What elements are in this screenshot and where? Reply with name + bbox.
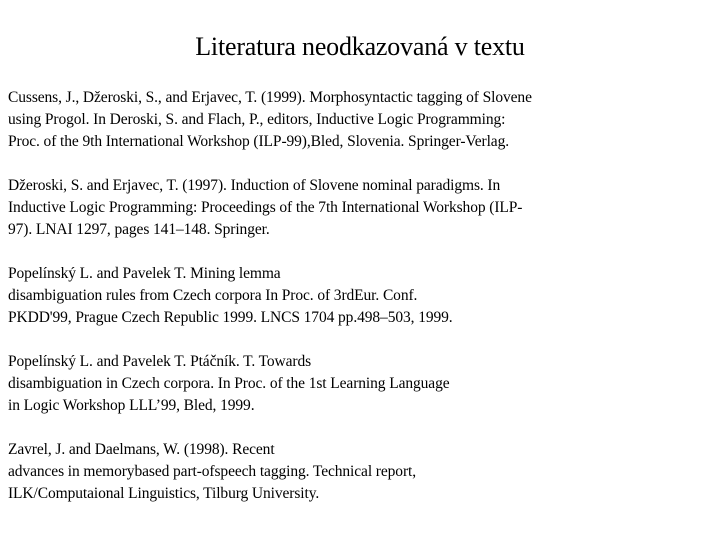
reference-line: disambiguation rules from Czech corpora In Proc. of 3rdEur. Conf. (8, 287, 418, 304)
reference-line: Popelínský L. and Pavelek T. Mining lemma (8, 265, 281, 282)
reference-line: PKDD'99, Prague Czech Republic 1999. LNCS 1704 pp.498–503, 1999. (8, 309, 453, 326)
reference-line: Proc. of the 9th International Workshop (ILP-99),Bled, Slovenia. Springer-Verlag. (8, 133, 510, 150)
reference-line: 97). LNAI 1297, pages 141–148. Springer. (8, 221, 270, 238)
reference-item (8, 351, 712, 417)
reference-list (8, 87, 712, 527)
reference-line: ILK/Computaional Linguistics, Tilburg University. (8, 485, 320, 502)
reference-line: Inductive Logic Programming: Proceedings of the 7th International Workshop (ILP- (8, 199, 523, 216)
reference-item (8, 87, 712, 153)
reference-line: Cussens, J., Džeroski, S., and Erjavec, T. (1999). Morphosyntactic tagging of Slovene (8, 89, 532, 106)
reference-line: Popelínský L. and Pavelek T. Ptáčník. T. Towards (8, 353, 312, 370)
reference-line: in Logic Workshop LLL’99, Bled, 1999. (8, 397, 255, 414)
reference-item (8, 175, 712, 241)
slide-title: Literatura neodkazovaná v textu (195, 32, 525, 61)
reference-line: advances in memorybased part-ofspeech tagging. Technical report, (8, 463, 416, 480)
reference-line: Džeroski, S. and Erjavec, T. (1997). Induction of Slovene nominal paradigms. In (8, 177, 501, 194)
reference-item (8, 439, 712, 505)
reference-line: Zavrel, J. and Daelmans, W. (1998). Recent (8, 441, 275, 458)
reference-line: using Progol. In Deroski, S. and Flach, P., editors, Inductive Logic Programming: (8, 111, 506, 128)
reference-item (8, 263, 712, 329)
reference-line: disambiguation in Czech corpora. In Proc. of the 1st Learning Language (8, 375, 450, 392)
